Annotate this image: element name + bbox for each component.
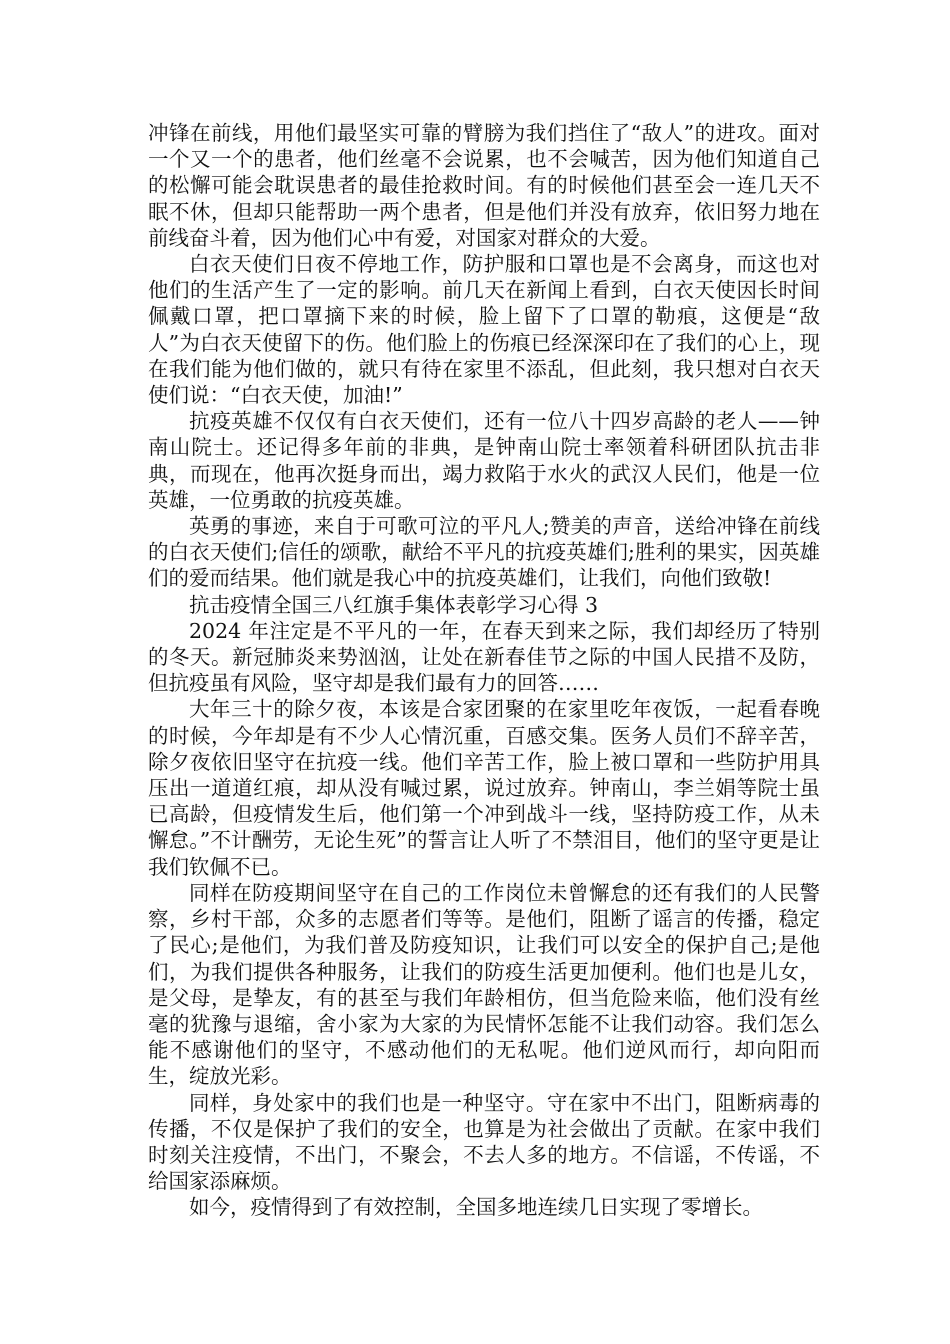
paragraph-5: 2024 年注定是不平凡的一年，在春天到来之际，我们却经历了特别的冬天。新冠肺炎来势汹汹，让处在新春佳节之际的中国人民措不及防，但抗疫虽有风险，坚守却是我们最有力的回答…… xyxy=(148,618,820,696)
section-heading: 抗击疫情全国三八红旗手集体表彰学习心得 3 xyxy=(189,592,599,617)
document-body xyxy=(148,120,820,1221)
paragraph-4: 英勇的事迹，来自于可歌可泣的平凡人;赞美的声音，送给冲锋在前线的白衣天使们;信任的颂歌，献给不平凡的抗疫英雄们;胜利的果实，因英雄们的爱而结果。他们就是我心中的抗疫英雄们，让我们，向他们致敬! xyxy=(148,514,820,591)
paragraph-7: 同样在防疫期间坚守在自己的工作岗位未曾懈怠的还有我们的人民警察，乡村干部，众多的志愿者们等等。是他们，阻断了谣言的传播，稳定了民心;是他们，为我们普及防疫知识，让我们可以安全的保护自己;是他们，为我们提供各种服务，让我们的防疫生活更加便利。他们也是儿女，是父母，是挚友，有的甚至与我们年龄相仿，但当危险来临，他们没有丝毫的犹豫与退缩，舍小家为大家的为民情怀怎能不让我们动容。我们怎么能不感谢他们的坚守，不感动他们的无私呢。他们逆风而行，却向阳而生，绽放光彩。 xyxy=(148,880,820,1089)
paragraph-1: 冲锋在前线，用他们最坚实可靠的臂膀为我们挡住了“敌人”的进攻。面对一个又一个的患者，他们丝毫不会说累，也不会喊苦，因为他们知道自己的松懈可能会耽误患者的最佳抢救时间。有的时候他们甚至会一连几天不眠不休，但却只能帮助一两个患者，但是他们并没有放弃，依旧努力地在前线奋斗着，因为他们心中有爱，对国家对群众的大爱。 xyxy=(148,121,820,250)
paragraph-6: 大年三十的除夕夜，本该是合家团聚的在家里吃年夜饭，一起看春晚的时候，今年却是有不少人心情沉重，百感交集。医务人员们不辞辛苦，除夕夜依旧坚守在抗疫一线。他们辛苦工作，脸上被口罩和一些防护用具压出一道道红痕，却从没有喊过累，说过放弃。钟南山，李兰娟等院士虽已高龄，但疫情发生后，他们第一个冲到战斗一线，坚持防疫工作，从未懈怠。”不计酬劳，无论生死”的誓言让人听了不禁泪目，他们的坚守更是让我们钦佩不已。 xyxy=(148,697,820,879)
paragraph-9: 如今，疫情得到了有效控制，全国多地连续几日实现了零增长。 xyxy=(189,1195,763,1220)
paragraph-3: 抗疫英雄不仅仅有白衣天使们，还有一位八十四岁高龄的老人——钟南山院士。还记得多年前的非典，是钟南山院士率领着科研团队抗击非典，而现在，他再次挺身而出，竭力救陷于水火的武汉人民们，他是一位英雄，一位勇敢的抗疫英雄。 xyxy=(148,409,820,512)
paragraph-8: 同样，身处家中的我们也是一种坚守。守在家中不出门，阻断病毒的传播，不仅是保护了我们的安全，也算是为社会做出了贡献。在家中我们时刻关注疫情，不出门，不聚会，不去人多的地方。不信谣，不传谣，不给国家添麻烦。 xyxy=(148,1090,820,1194)
paragraph-2: 白衣天使们日夜不停地工作，防护服和口罩也是不会离身，而这也对他们的生活产生了一定的影响。前几天在新闻上看到，白衣天使因长时间佩戴口罩，把口罩摘下来的时候，脸上留下了口罩的勒痕，这便是“敌人”为白衣天使留下的伤。他们脸上的伤痕已经深深印在了我们的心上，现在我们能为他们做的，就只有待在家里不添乱，但此刻，我只想对白衣天使们说：“白衣天使，加油!” xyxy=(148,252,820,408)
